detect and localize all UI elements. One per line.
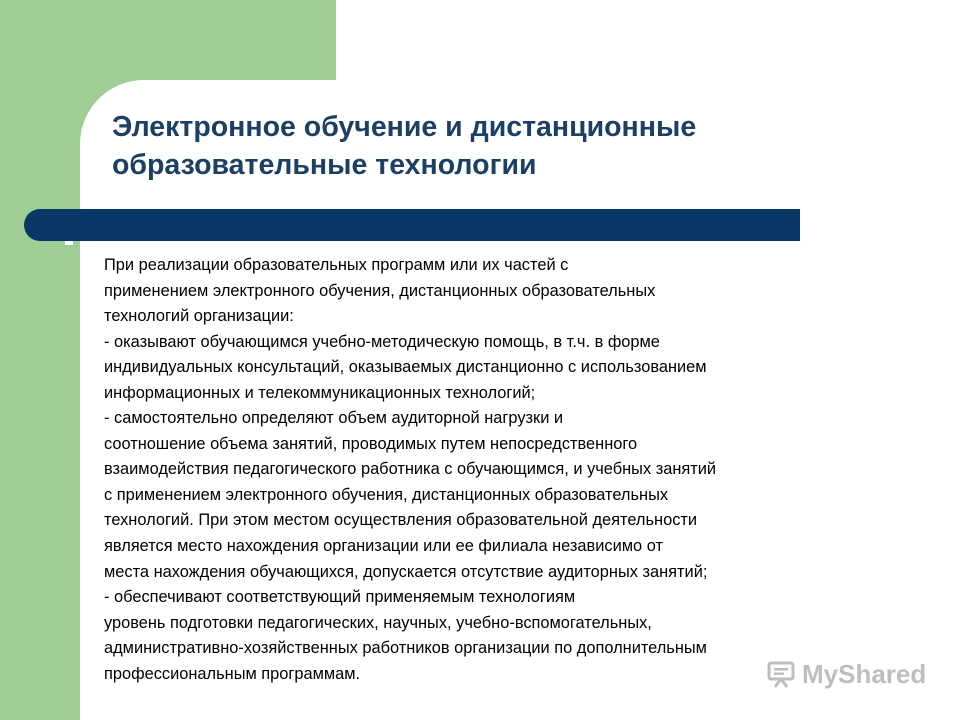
- body-text-line: При реализации образовательных программ или их частей с: [104, 256, 569, 274]
- body-text-line: индивидуальных консультаций, оказываемых дистанционно с использованием: [104, 358, 707, 377]
- body-text-line: информационных и телекоммуникационных технологий;: [104, 383, 536, 402]
- slide-title-line: Электронное обучение и дистанционные: [112, 111, 697, 143]
- presentation-board-icon: [766, 659, 796, 689]
- body-text-line: взаимодействия педагогического работника с обучающимся, и учебных занятий: [104, 460, 717, 479]
- body-text-line: - оказывают обучающимся учебно-методическую помощь, в т.ч. в форме: [104, 332, 660, 351]
- body-text-line: профессиональным программам.: [104, 664, 361, 683]
- watermark-text: MyShared: [802, 659, 927, 689]
- slide-title: [112, 108, 872, 184]
- slide-body-text: [104, 253, 924, 687]
- body-text-line: технологий. При этом местом осуществления образовательной деятельности: [104, 511, 698, 530]
- body-text-line: административно-хозяйственных работников организации по дополнительным: [104, 639, 707, 658]
- slide-title-line: образовательные технологии: [112, 149, 537, 181]
- body-text-line: уровень подготовки педагогических, научных, учебно-вспомогательных,: [104, 613, 652, 632]
- body-text-line: - обеспечивают соответствующий применяемым технологиям: [104, 588, 576, 607]
- body-text-line: технологий организации:: [104, 307, 294, 326]
- body-text-line: применением электронного обучения, дистанционных образовательных: [104, 281, 656, 300]
- divider-bar-notch: [65, 241, 73, 245]
- body-text-line: - самостоятельно определяют объем аудиторной нагрузки и: [104, 409, 564, 428]
- body-text-line: соотношение объема занятий, проводимых путем непосредственного: [104, 434, 638, 453]
- watermark: [766, 656, 926, 692]
- title-divider-bar: [24, 209, 800, 241]
- body-text-line: является место нахождения организации или ее филиала независимо от: [104, 537, 663, 556]
- body-text-line: места нахождения обучающихся, допускается отсутствие аудиторных занятий;: [104, 562, 708, 581]
- body-text-line: с применением электронного обучения, дистанционных образовательных: [104, 485, 669, 504]
